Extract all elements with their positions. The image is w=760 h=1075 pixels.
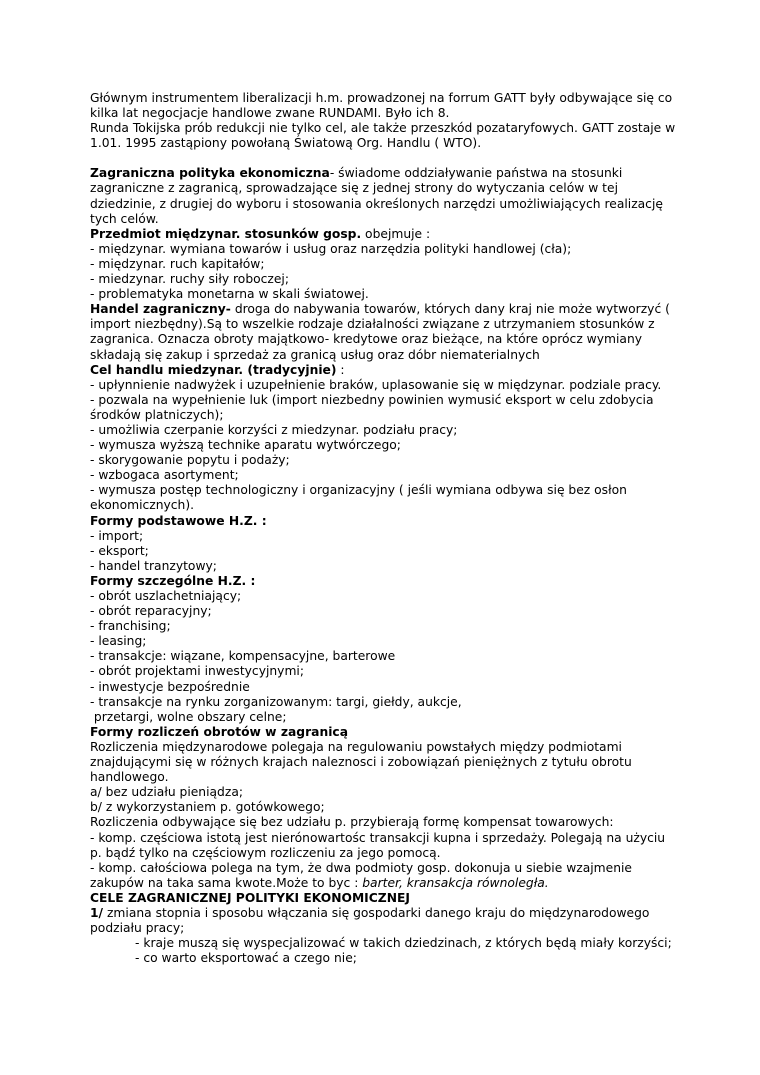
settlement-full-italic: barter, kransakcja równoległa.	[362, 875, 549, 890]
list-item: - eksport;	[90, 543, 149, 558]
list-item: - problematyka monetarna w skali światowej.	[90, 287, 369, 302]
settlement-text: Rozliczenia międzynarodowe polegaja na regulowaniu powstałych między podmiotami znajdującymi się w różnych krajach naleznosci i zobowiązań pieniężnych z tytułu obrotu handlowego.	[90, 739, 632, 785]
list-item: - upłynnienie nadwyżek i uzupełnienie braków, uplasowanie się w międzynar. podziale pracy.	[90, 377, 662, 392]
intro-paragraph-1: Głównym instrumentem liberalizacji h.m. prowadzonej na forrum GATT były odbywające się co kilka lat negocjacje handlowe zwane RUNDAMI. Było ich 8.	[90, 91, 673, 121]
list-item: - franchising;	[90, 619, 171, 634]
policy-goal-number: 1/	[90, 905, 104, 920]
settlement-text-2: Rozliczenia odbywające się bez udziału p. przybierają formę kompensat towarowych:	[90, 815, 614, 830]
list-item: - międzynar. ruch kapitałów;	[90, 256, 265, 271]
list-item: - pozwala na wypełnienie luk (import niezbedny powinien wymusić eksport w celu zdobycia środków platniczych);	[90, 392, 654, 422]
policy-goal-point	[90, 906, 680, 936]
definition-text: - świadome oddziaływanie państwa na stosunki zagraniczne z zagranicą, sprowadzające się z jednej strony do wytyczania celów w tej dziedzinie, z drugiej do wyboru i stosowania określonych narzędzi umożliwiających realizację tych celów.	[90, 166, 663, 226]
list-item: - wzbogaca asortyment;	[90, 468, 239, 483]
policy-goals-heading: CELE ZAGRANICZNEJ POLITYKI EKONOMICZNEJ	[90, 890, 410, 905]
list-item: - komp. częściowa istotą jest nierónowartośc transakcji kupna i sprzedaży. Polegają na użyciu p. bądź tylko na częściowym rozliczeniu za jego pomocą.	[90, 830, 666, 860]
list-item: - obrót projektami inwestycyjnymi;	[90, 664, 304, 679]
subject-heading-line	[90, 227, 680, 242]
subject-heading: Przedmiot międzynar. stosunków gosp.	[90, 226, 362, 241]
document-body	[90, 91, 680, 966]
list-item: - handel tranzytowy;	[90, 558, 217, 573]
goal-heading-line	[90, 363, 680, 378]
list-item: - import;	[90, 528, 144, 543]
definition-term: Zagraniczna polityka ekonomiczna	[90, 166, 330, 181]
list-item	[90, 861, 680, 891]
list-item: - wymusza wyższą technike aparatu wytwórczego;	[90, 438, 401, 453]
list-item: - miedzynar. ruchy siły roboczej;	[90, 272, 289, 287]
special-forms-heading: Formy szczególne H.Z. :	[90, 573, 256, 588]
trade-heading: Handel zagraniczny-	[90, 302, 231, 317]
trade-paragraph	[90, 302, 680, 362]
list-item: przetargi, wolne obszary celne;	[90, 709, 287, 724]
intro-paragraph-2: Runda Tokijska prób redukcji nie tylko cel, ale także przeszkód pozataryfowych. GATT zostaje w 1.01. 1995 zastąpiony powołaną Światową Org. Handlu ( WTO).	[90, 121, 676, 151]
settlement-heading: Formy rozliczeń obrotów w zagranicą	[90, 724, 348, 739]
list-item: - międzynar. wymiana towarów i usług oraz narzędzia polityki handlowej (cła);	[90, 241, 572, 256]
goal-suffix: :	[336, 362, 345, 377]
list-item: - leasing;	[90, 634, 147, 649]
list-item: - transakcje na rynku zorganizowanym: targi, giełdy, aukcje,	[90, 694, 462, 709]
basic-forms-heading: Formy podstawowe H.Z. :	[90, 513, 267, 528]
goal-heading: Cel handlu miedzynar. (tradycyjnie)	[90, 362, 337, 377]
spacer	[90, 151, 680, 166]
subject-suffix: obejmuje :	[361, 226, 431, 241]
policy-goal-text: zmiana stopnia i sposobu włączania się gospodarki danego kraju do międzynarodowego podziału pracy;	[90, 905, 650, 936]
definition-paragraph	[90, 166, 680, 226]
list-item: - obrót uszlachetniający;	[90, 589, 242, 603]
list-item: - kraje muszą się wyspecjalizować w takich dziedzinach, z których będą miały korzyści;	[135, 936, 672, 951]
settlement-full-text: - komp. całościowa polega na tym, że dwa podmioty gosp. dokonuja u siebie wzajmenie zakupów na taka sama kwote.Może to byc :	[90, 860, 632, 890]
list-item: - co warto eksportować a czego nie;	[135, 951, 357, 966]
list-item: - transakcje: wiązane, kompensacyjne, barterowe	[90, 649, 396, 664]
list-item: - umożliwia czerpanie korzyści z miedzynar. podziału pracy;	[90, 422, 458, 437]
list-item: - obrót reparacyjny;	[90, 604, 212, 619]
list-item: - wymusza postęp technologiczny i organizacyjny ( jeśli wymiana odbywa się bez osłon ekonomicznych).	[90, 483, 627, 513]
list-item: - inwestycje bezpośrednie	[90, 679, 250, 694]
trade-text: droga do nabywania towarów, których dany kraj nie może wytworzyć ( import niezbędny).Są to wszelkie rodzaje działalności związane z utrzymaniem stosunków z zagranica. Oznacza obroty majątkowo- kredytowe oraz bieżące, na które oprócz wymiany składają się zakup i sprzedaż za granicą usług oraz dóbr niematerialnych	[90, 302, 670, 362]
list-item: a/ bez udziału pieniądza;	[90, 785, 243, 800]
list-item: b/ z wykorzystaniem p. gotówkowego;	[90, 800, 325, 815]
list-item: - skorygowanie popytu i podaży;	[90, 453, 290, 468]
